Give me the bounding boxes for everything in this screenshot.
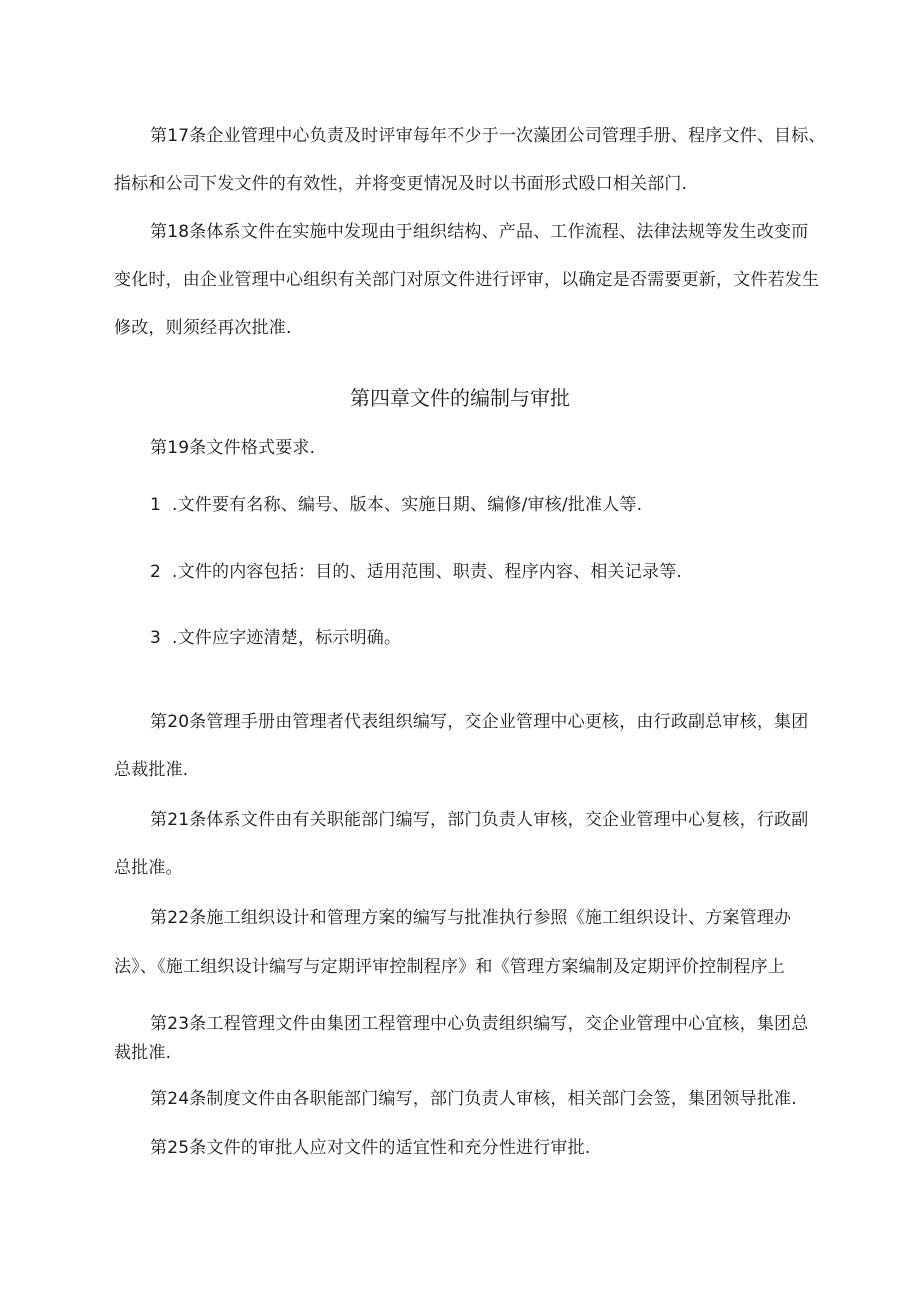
chapter-title: 第四章文件的编制与审批 (350, 386, 570, 410)
article-17-line-1: 第17条企业管理中心负责及时评审每年不少于一次藻团公司管理手册、程序文件、目标、 (150, 126, 826, 146)
list-item-number: 1 (150, 495, 162, 515)
list-item (150, 495, 642, 515)
article-20-line-1: 第20条管理手册由管理者代表组织编写，交企业管理中心更核，由行政副总审核，集团 (150, 712, 809, 732)
list-item-text: .文件的内容包括：目的、适用范围、职责、程序内容、相关记录等. (172, 562, 683, 582)
article-21-line-2: 总批准。 (114, 858, 183, 878)
article-18-line-3: 修改，则须经再次批准. (114, 318, 292, 338)
article-23-line-2: 裁批准. (114, 1043, 172, 1063)
list-item (150, 628, 401, 648)
article-20-line-2: 总裁批准. (114, 760, 189, 780)
article-22-line-1: 第22条施工组织设计和管理方案的编写与批准执行参照《施工组织设计、方案管理办 (150, 908, 792, 928)
list-item-number: 3 (150, 628, 162, 648)
article-18-line-2: 变化时，由企业管理中心组织有关部门对原文件进行评审，以确定是否需要更新，文件若发生 (114, 270, 820, 290)
article-22-line-2: 法》、《施工组织设计编写与定期评审控制程序》和《管理方案编制及定期评价控制程序上 (114, 957, 785, 977)
article-25: 第25条文件的审批人应对文件的适宜性和充分性进行审批. (150, 1138, 591, 1158)
list-item (150, 562, 682, 582)
article-17-line-2: 指标和公司下发文件的有效性，并将变更情况及时以书面形式殴口相关部门. (114, 174, 688, 194)
article-23-line-1: 第23条工程管理文件由集团工程管理中心负责组织编写，交企业管理中心宜核，集团总 (150, 1014, 809, 1034)
article-21-line-1: 第21条体系文件由有关职能部门编写，部门负责人审核，交企业管理中心复核，行政副 (150, 810, 809, 830)
article-24: 第24条制度文件由各职能部门编写，部门负责人审核，相关部门会签，集团领导批准. (150, 1089, 797, 1109)
article-18-line-1: 第18条体系文件在实施中发现由于组织结构、产品、工作流程、法律法规等发生改变而 (150, 222, 809, 242)
list-item-text: .文件要有名称、编号、版本、实施日期、编修/审核/批准人等. (172, 495, 643, 515)
list-item-number: 2 (150, 562, 162, 582)
list-item-text: .文件应字迹清楚，标示明确。 (172, 628, 402, 648)
article-19-title: 第19条文件格式要求. (150, 438, 316, 458)
